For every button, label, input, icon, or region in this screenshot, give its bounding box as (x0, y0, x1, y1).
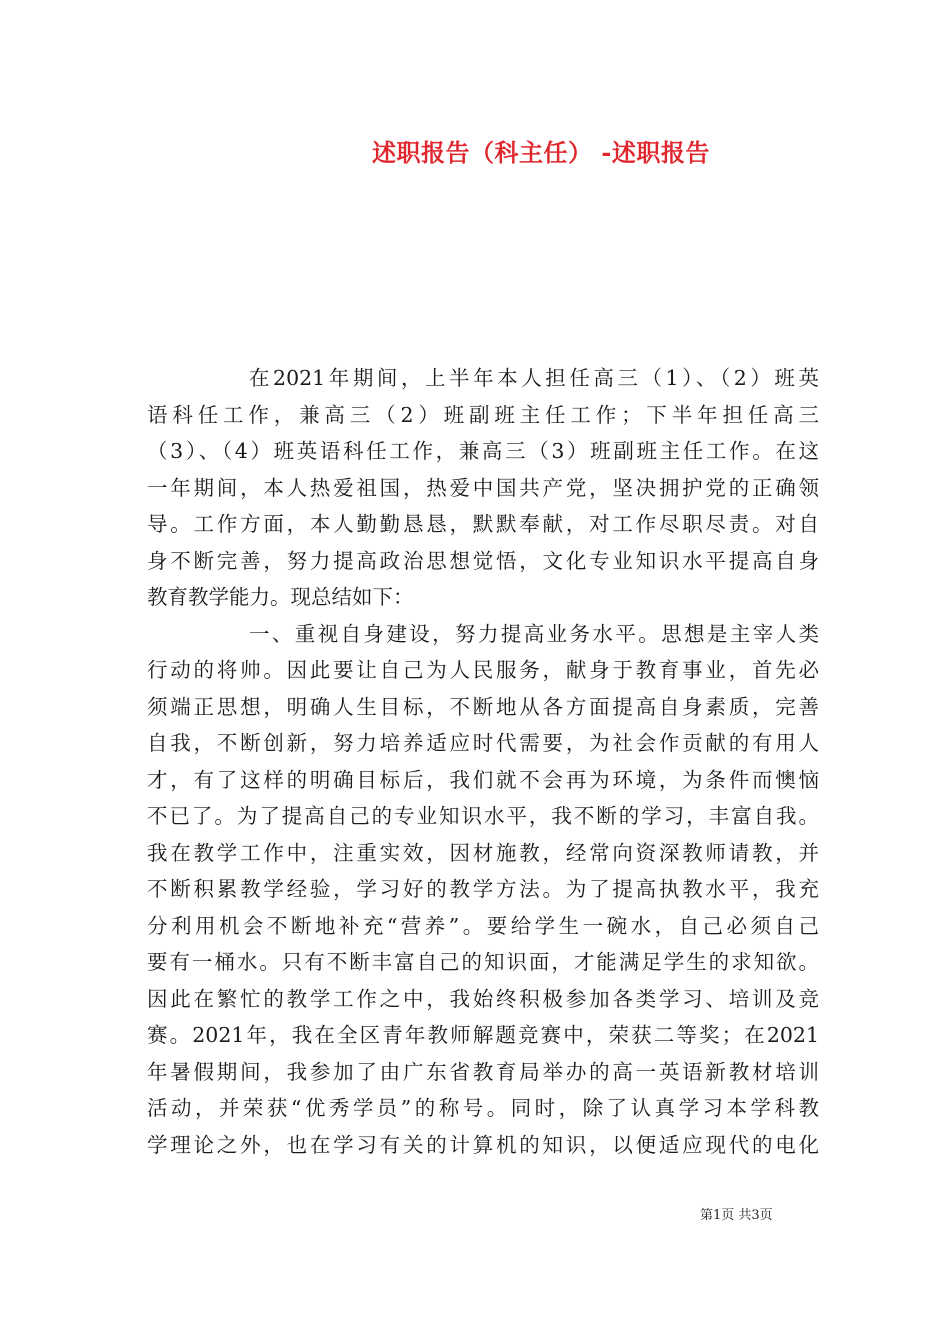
text-line: 语科任工作，兼高三（2）班副班主任工作；下半年担任高三 (147, 402, 819, 427)
text-line: 教育教学能力。现总结如下： (147, 585, 414, 609)
text-line: 自我，不断创新，努力培养适应时代需要，为社会作贡献的有用人 (147, 731, 819, 755)
text-line: 因此在繁忙的教学工作之中，我始终积极参加各类学习、培训及竞 (147, 986, 819, 1011)
text-line: 活动，并荣获“优秀学员”的称号。同时，除了认真学习本学科教 (147, 1096, 819, 1120)
text-line: 身不断完善，努力提高政治思想觉悟，文化专业知识水平提高自身 (147, 548, 819, 573)
text-line: 不断积累教学经验，学习好的教学方法。为了提高执教水平，我充 (147, 877, 819, 901)
text-line: 要有一桶水。只有不断丰富自己的知识面，才能满足学生的求知欲。 (147, 950, 819, 974)
text-line: 须端正思想，明确人生目标，不断地从各方面提高自身素质，完善 (147, 694, 819, 719)
text-line: 年暑假期间，我参加了由广东省教育局举办的高一英语新教材培训 (147, 1059, 819, 1084)
document-title: 述职报告（科主任） -述职报告 (372, 138, 710, 167)
text-line: 导。工作方面，本人勤勤恳恳，默默奉献，对工作尽职尽责。对自 (147, 512, 819, 536)
text-line: 一、重视自身建设，努力提高业务水平。思想是主宰人类 (249, 621, 819, 646)
text-line: 一年期间，本人热爱祖国，热爱中国共产党，坚决拥护党的正确领 (147, 475, 819, 500)
text-line: 不已了。为了提高自己的专业知识水平，我不断的学习，丰富自我。 (147, 804, 819, 828)
text-line: 行动的将帅。因此要让自己为人民服务，献身于教育事业，首先必 (147, 658, 819, 682)
text-line: 才，有了这样的明确目标后，我们就不会再为环境，为条件而懊恼 (147, 767, 819, 792)
text-line: 在2021年期间，上半年本人担任高三（1）、（2）班英 (249, 366, 819, 390)
text-line: 学理论之外，也在学习有关的计算机的知识，以便适应现代的电化 (147, 1132, 819, 1157)
text-line: 我在教学工作中，注重实效，因材施教，经常向资深教师请教，并 (147, 840, 819, 865)
document-body (147, 360, 819, 1163)
text-line: 分利用机会不断地补充“营养”。要给学生一碗水，自己必须自己 (147, 913, 819, 938)
page-number-footer: 第1页 共3页 (700, 1208, 773, 1223)
text-line: （3）、（4）班英语科任工作，兼高三（3）班副班主任工作。在这 (147, 439, 819, 463)
text-line: 赛。2021年，我在全区青年教师解题竞赛中，荣获二等奖；在2021 (147, 1023, 819, 1047)
